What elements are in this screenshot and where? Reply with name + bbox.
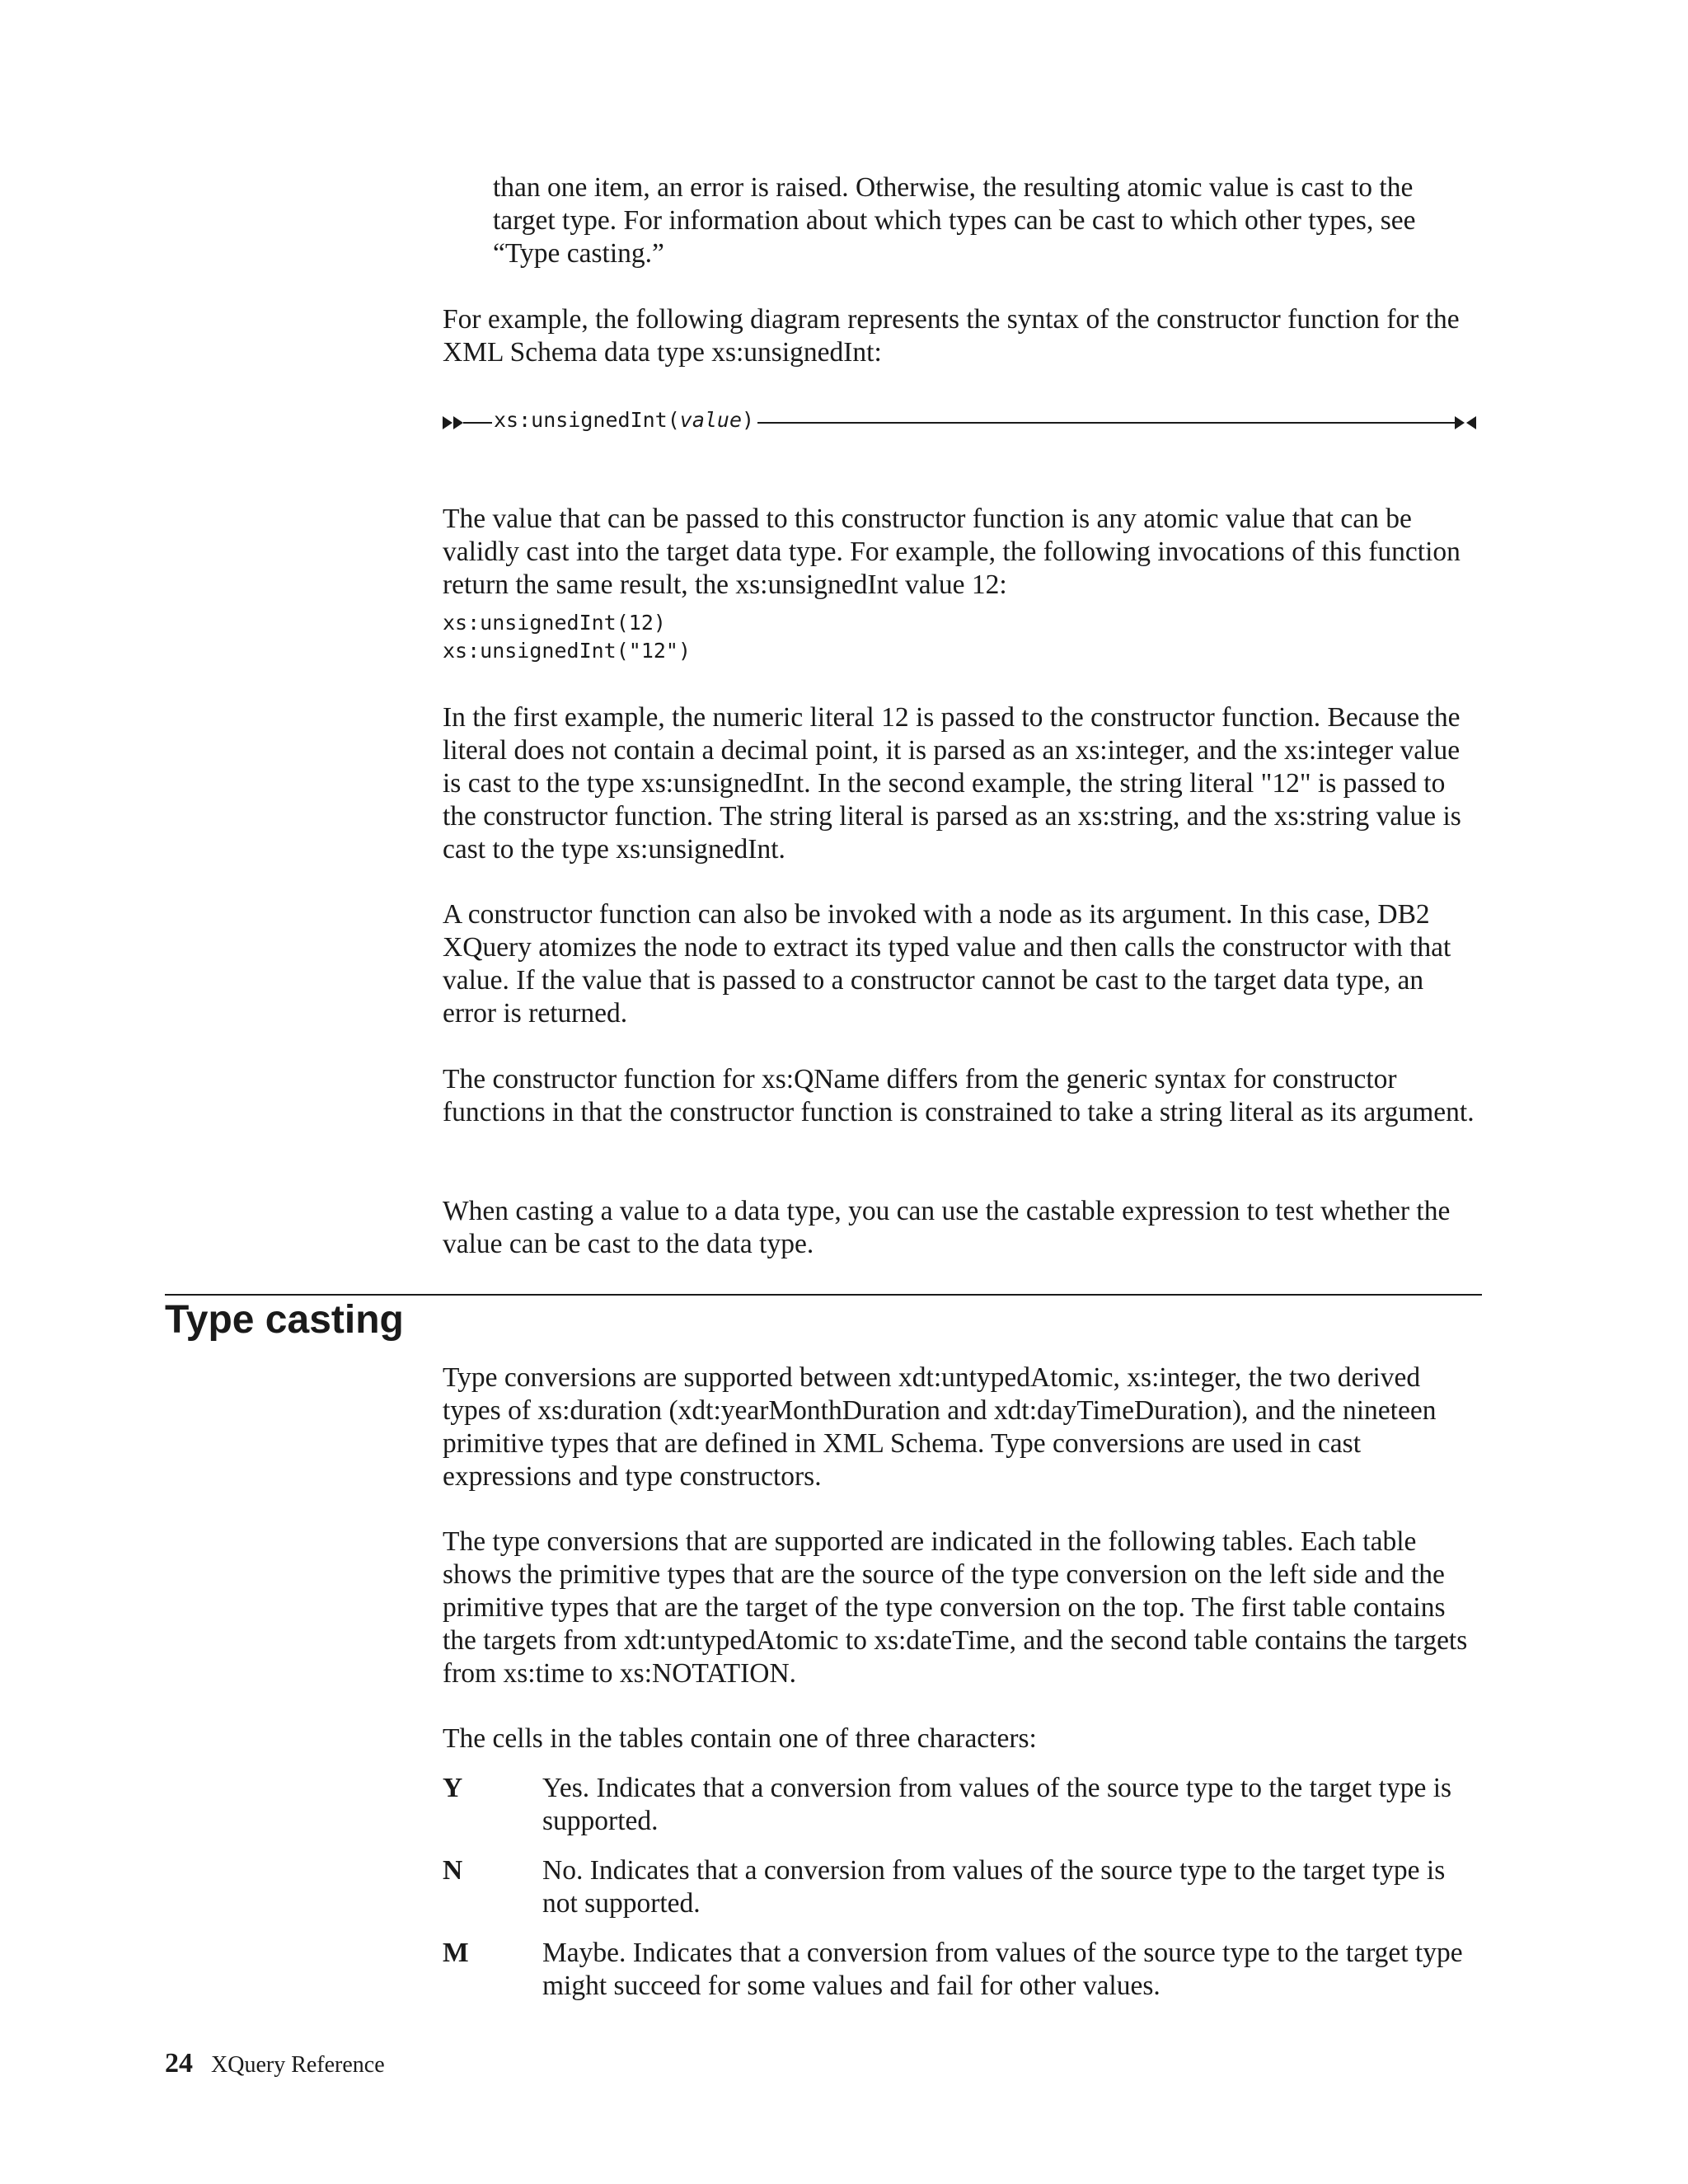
section-heading: Type casting <box>165 1298 404 1342</box>
syntax-argument: value <box>679 408 743 432</box>
definition-text-maybe: Maybe. Indicates that a conversion from values of the source type to the target type might succeed for some values and fail for other values. <box>542 1938 1463 2001</box>
syntax-start-arrows-icon <box>443 413 481 433</box>
qname-paragraph: The constructor function for xs:QName differs from the generic syntax for constructor functions in that the constructor function is constrained to take a string literal as its argument. <box>443 1064 1475 1127</box>
code-example-1: xs:unsignedInt(12) <box>443 611 666 635</box>
book-title: XQuery Reference <box>211 2052 385 2078</box>
definition-term-maybe: M <box>443 1938 469 1968</box>
syntax-function-close: ) <box>742 408 755 432</box>
code-example-2: xs:unsignedInt("12") <box>443 639 692 663</box>
definition-text-no: No. Indicates that a conversion from values of the source type to the target type is not supported. <box>542 1855 1446 1919</box>
tables-intro-paragraph: The type conversions that are supported are indicated in the following tables. Each table shows the primitive types that are the source of the type conversion on the left side and the primitive types that are the target of the type conversion on the top. The first table contains the targets from xdt:untypedAtomic to xs:dateTime, and the second table contains the targets from xs:time to xs:NOTATION. <box>443 1526 1468 1689</box>
value-passed-paragraph: The value that can be passed to this constructor function is any atomic value that can be validly cast into the target data type. For example, the following invocations of this function return the same result, the xs:unsignedInt value 12: <box>443 504 1461 600</box>
type-conversions-paragraph: Type conversions are supported between xdt:untypedAtomic, xs:integer, the two derived types of xs:duration (xdt:yearMonthDuration and xdt:dayTimeDuration), and the nineteen primitive types that are defined in XML Schema. Type conversions are used in cast expressions and type constructors. <box>443 1362 1437 1492</box>
for-example-paragraph: For example, the following diagram represents the syntax of the constructor function for the XML Schema data type xs:unsignedInt: <box>443 304 1460 368</box>
definition-text-yes: Yes. Indicates that a conversion from values of the source type to the target type is supported. <box>542 1773 1452 1836</box>
castable-paragraph: When casting a value to a data type, you can use the castable expression to test whether the value can be cast to the data type. <box>443 1196 1451 1259</box>
syntax-diagram <box>443 405 1483 438</box>
definition-term-yes: Y <box>443 1773 463 1803</box>
syntax-end-arrows-icon <box>1448 413 1483 433</box>
first-example-paragraph: In the first example, the numeric literal 12 is passed to the constructor function. Because the literal does not contain a decimal point, it is parsed as an xs:integer, and the xs:integer value is cast to the type xs:unsignedInt. In the second example, the string literal "12" is passed to the constructor function. The string literal is parsed as an xs:string, and the xs:string value is cast to the type xs:unsignedInt. <box>443 702 1461 865</box>
intro-continued-paragraph: than one item, an error is raised. Otherwise, the resulting atomic value is cast to the target type. For information about which types can be cast to which other types, see “Type casting.” <box>493 172 1416 269</box>
syntax-function-name <box>492 406 757 434</box>
page-footer <box>165 2047 385 2082</box>
node-argument-paragraph: A constructor function can also be invoked with a node as its argument. In this case, DB2 XQuery atomizes the node to extract its typed value and then calls the constructor with that value. If the value that is passed to a constructor cannot be cast to the target data type, an error is returned. <box>443 899 1451 1029</box>
cells-intro-paragraph: The cells in the tables contain one of three characters: <box>443 1723 1037 1754</box>
syntax-function-open: xs:unsignedInt( <box>494 408 680 432</box>
definition-term-no: N <box>443 1855 463 1886</box>
page-number: 24 <box>165 2048 193 2079</box>
